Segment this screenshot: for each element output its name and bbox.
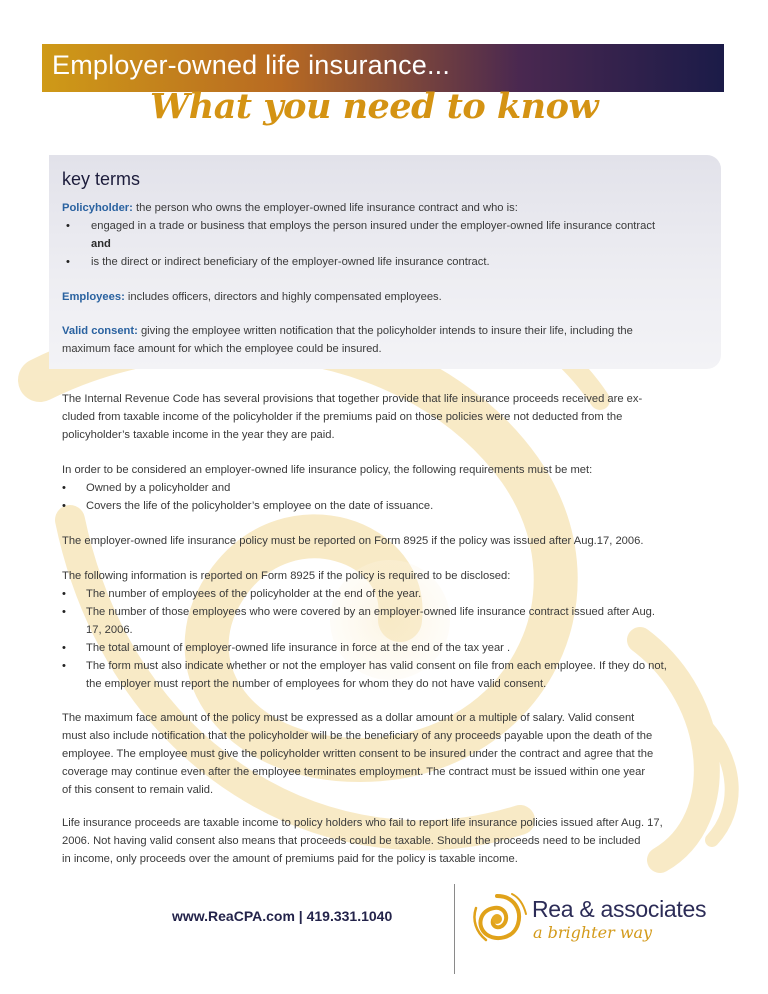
face-amount-line-1: The maximum face amount of the policy must be expressed as a dollar amount or a multiple of salary. Valid consent (62, 712, 635, 724)
employees-text: includes officers, directors and highly compensated employees. (124, 291, 442, 303)
body-paragraph-1-line-1: The Internal Revenue Code has several provisions that together provide that life insurance proceeds received are ex- (62, 393, 643, 405)
bullet-marker: • (66, 256, 70, 268)
policyholder-and: and (91, 238, 111, 250)
bullet-marker: • (62, 660, 66, 672)
disclosure-intro: The following information is reported on Form 8925 if the policy is required to be disclosed: (62, 570, 511, 582)
bullet-marker: • (62, 588, 66, 600)
valid-consent-text-line1: giving the employee written notification that the policyholder intends to insure their life, including the (137, 325, 633, 337)
policyholder-bullet-1: engaged in a trade or business that employs the person insured under the employer-owned life insurance contract (91, 220, 656, 232)
requirements-intro: In order to be considered an employer-owned life insurance policy, the following requirements must be met: (62, 464, 593, 476)
form-8925-paragraph: The employer-owned life insurance policy must be reported on Form 8925 if the policy was issued after Aug.17, 2006. (62, 535, 644, 547)
disclosure-bullet-4-line-1: The form must also indicate whether or not the employer has valid consent on file from each employee. If they do not, (86, 660, 667, 672)
bullet-marker: • (62, 482, 66, 494)
taxable-proceeds-line-1: Life insurance proceeds are taxable income to policy holders who fail to report life insurance policies issued after Aug. 17, (62, 817, 663, 829)
brand-tagline: a brighter way (533, 923, 653, 942)
valid-consent-definition (62, 323, 717, 341)
taxable-proceeds-line-2: 2006. Not having valid consent also means that proceeds could be taxable. Should the proceeds need to be included (62, 835, 641, 847)
page-title: Employer-owned life insurance... (52, 50, 451, 80)
key-terms-heading: key terms (62, 169, 141, 189)
policyholder-definition (62, 200, 712, 218)
face-amount-line-2: must also include notification that the policyholder will be the beneficiary of any proceeds payable upon the death of the (62, 730, 653, 742)
bullet-marker: • (62, 606, 66, 618)
face-amount-line-3: employee. The employee must give the policyholder written consent to be insured under the contract and agree that the (62, 748, 654, 760)
requirement-bullet-2: Covers the life of the policyholder’s employee on the date of issuance. (86, 500, 434, 512)
disclosure-bullet-4-line-2: the employer must report the number of employees for whom they do not have valid consent. (86, 678, 547, 690)
contact-info[interactable]: www.ReaCPA.com | 419.331.1040 (172, 908, 393, 924)
body-paragraph-1-line-2: cluded from taxable income of the policyholder if the premiums paid on those policies were not deducted from the (62, 411, 623, 423)
valid-consent-term: Valid consent: (62, 325, 138, 337)
page-subtitle: What you need to know (150, 86, 599, 127)
face-amount-line-5: of this consent to remain valid. (62, 784, 214, 796)
valid-consent-text-line2: maximum face amount for which the employee could be insured. (62, 343, 382, 355)
disclosure-bullet-2-line-2: 17, 2006. (86, 624, 133, 636)
disclosure-bullet-2-line-1: The number of those employees who were covered by an employer-owned life insurance contract issued after Aug. (86, 606, 656, 618)
bullet-marker: • (66, 220, 70, 232)
brand-name: Rea & associates (532, 896, 707, 922)
title-bar (42, 44, 724, 92)
policyholder-text: the person who owns the employer-owned life insurance contract and who is: (132, 202, 518, 214)
sun-swirl-logo-icon (466, 888, 528, 950)
disclosure-bullet-1: The number of employees of the policyholder at the end of the year. (86, 588, 422, 600)
policyholder-bullet-2: is the direct or indirect beneficiary of the employer-owned life insurance contract. (91, 256, 490, 268)
face-amount-line-4: coverage may continue even after the employee terminates employment. The contract must be issued within one year (62, 766, 646, 778)
employees-definition (62, 289, 712, 307)
bullet-marker: • (62, 500, 66, 512)
taxable-proceeds-line-3: in income, only proceeds over the amount of premiums paid for the policy is taxable income. (62, 853, 518, 865)
disclosure-bullet-3: The total amount of employer-owned life insurance in force at the end of the tax year . (86, 642, 511, 654)
body-paragraph-1-line-3: policyholder’s taxable income in the year they are paid. (62, 429, 335, 441)
requirement-bullet-1: Owned by a policyholder and (86, 482, 231, 494)
footer-divider (454, 884, 455, 974)
bullet-marker: • (62, 642, 66, 654)
employees-term: Employees: (62, 291, 125, 303)
policyholder-term: Policyholder: (62, 202, 133, 214)
